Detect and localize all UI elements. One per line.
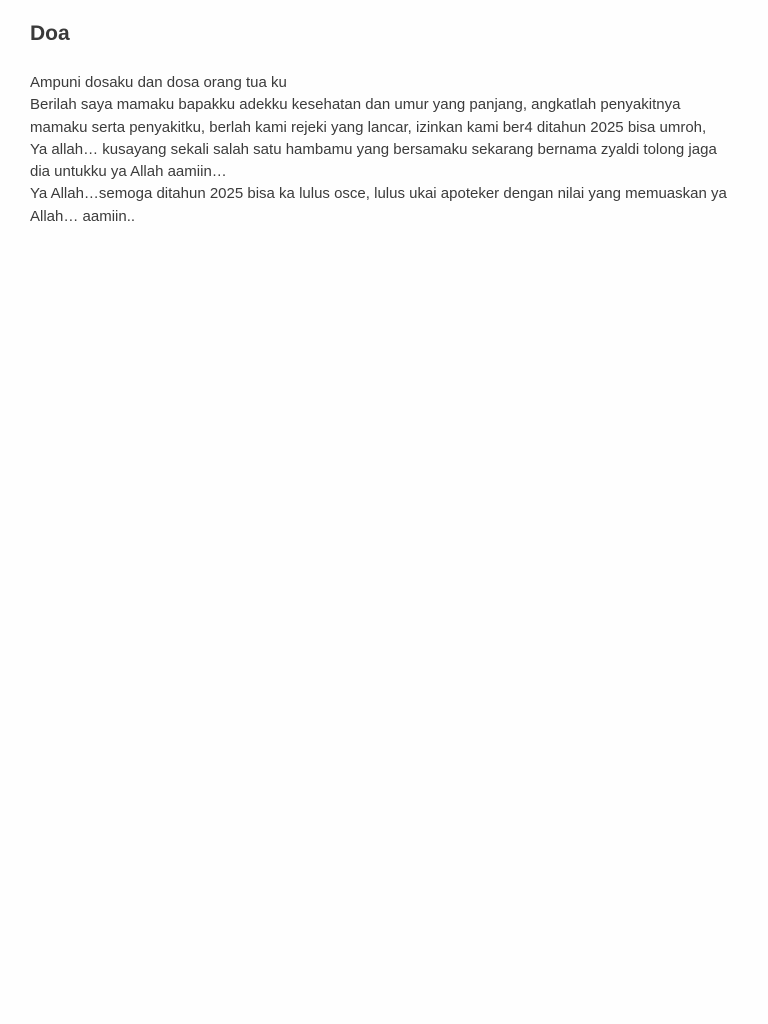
note-line: Ampuni dosaku dan dosa orang tua ku <box>30 74 287 91</box>
note-body[interactable] <box>30 72 738 228</box>
note-line: Ya allah… kusayang sekali salah satu hambamu yang bersamaku sekarang bernama zyaldi tolong jaga dia untukku ya Allah aamiin… <box>30 140 717 181</box>
note-title[interactable]: Doa <box>30 22 70 45</box>
note-line: Ya Allah…semoga ditahun 2025 bisa ka lulus osce, lulus ukai apoteker dengan nilai yang memuaskan ya Allah… aamiin.. <box>30 185 727 225</box>
note-line: Berilah saya mamaku bapakku adekku kesehatan dan umur yang panjang, angkatlah penyakitnya mamaku serta penyakitku, berlah kami rejeki yang lancar, izinkan kami ber4 ditahun 2025 bisa umroh, <box>30 96 707 136</box>
